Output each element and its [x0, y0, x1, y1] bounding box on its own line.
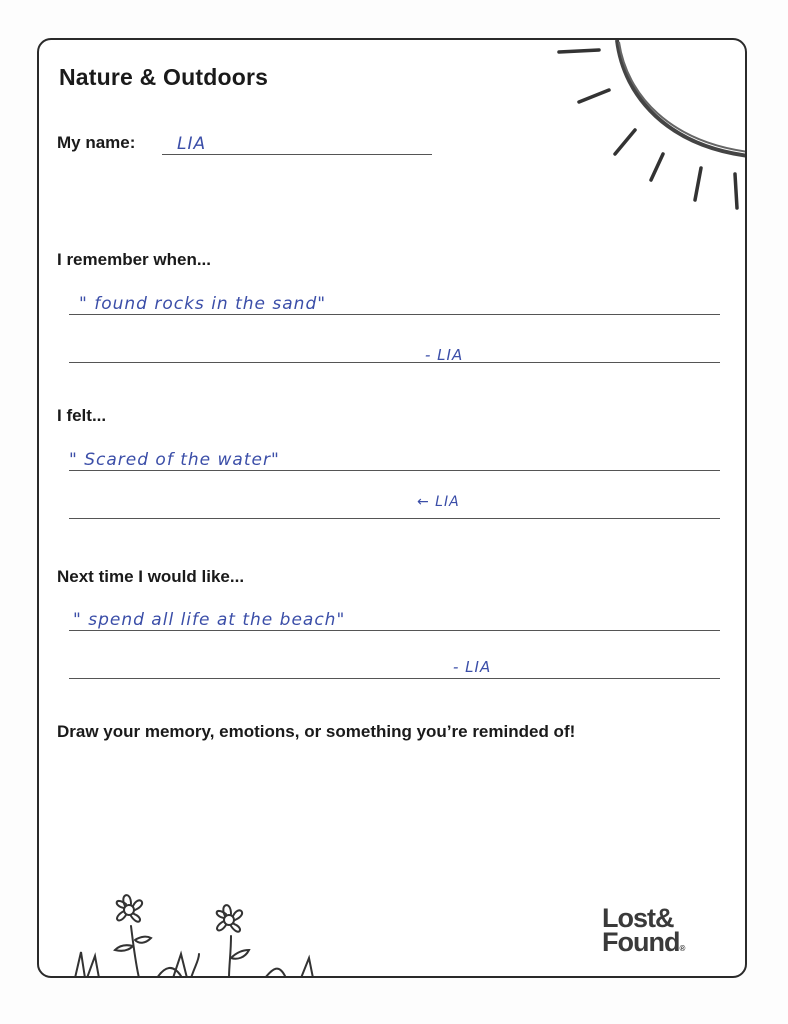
logo-line2-text: Found	[602, 927, 680, 957]
answer-line	[69, 362, 720, 363]
answer-next-time: " spend all life at the beach"	[73, 610, 346, 630]
worksheet-card	[37, 38, 747, 978]
answer-remember: " found rocks in the sand"	[79, 294, 327, 314]
answer-line	[69, 630, 720, 631]
answer-line	[69, 678, 720, 679]
draw-prompt: Draw your memory, emotions, or something you’re reminded of!	[57, 722, 576, 741]
name-field-line	[162, 154, 432, 155]
prompt-next-time: Next time I would like...	[57, 567, 245, 586]
flowers-illustration	[69, 880, 369, 978]
prompt-felt: I felt...	[57, 406, 107, 425]
lost-and-found-logo	[602, 903, 686, 961]
signature-remember: - LIA	[425, 346, 464, 364]
prompt-remember: I remember when...	[57, 250, 211, 269]
signature-felt: ← LIA	[417, 494, 460, 510]
name-label: My name:	[57, 133, 136, 152]
answer-felt: " Scared of the water"	[69, 450, 280, 470]
answer-line	[69, 470, 720, 471]
answer-line	[69, 518, 720, 519]
logo-line2	[602, 927, 686, 961]
sun-icon	[549, 38, 747, 228]
answer-line	[69, 314, 720, 315]
name-value: LIA	[177, 134, 207, 154]
registered-mark: ®	[679, 944, 686, 953]
signature-next-time: - LIA	[453, 658, 492, 676]
page-title: Nature & Outdoors	[59, 64, 269, 90]
logo-line1: Lost&	[602, 903, 674, 933]
